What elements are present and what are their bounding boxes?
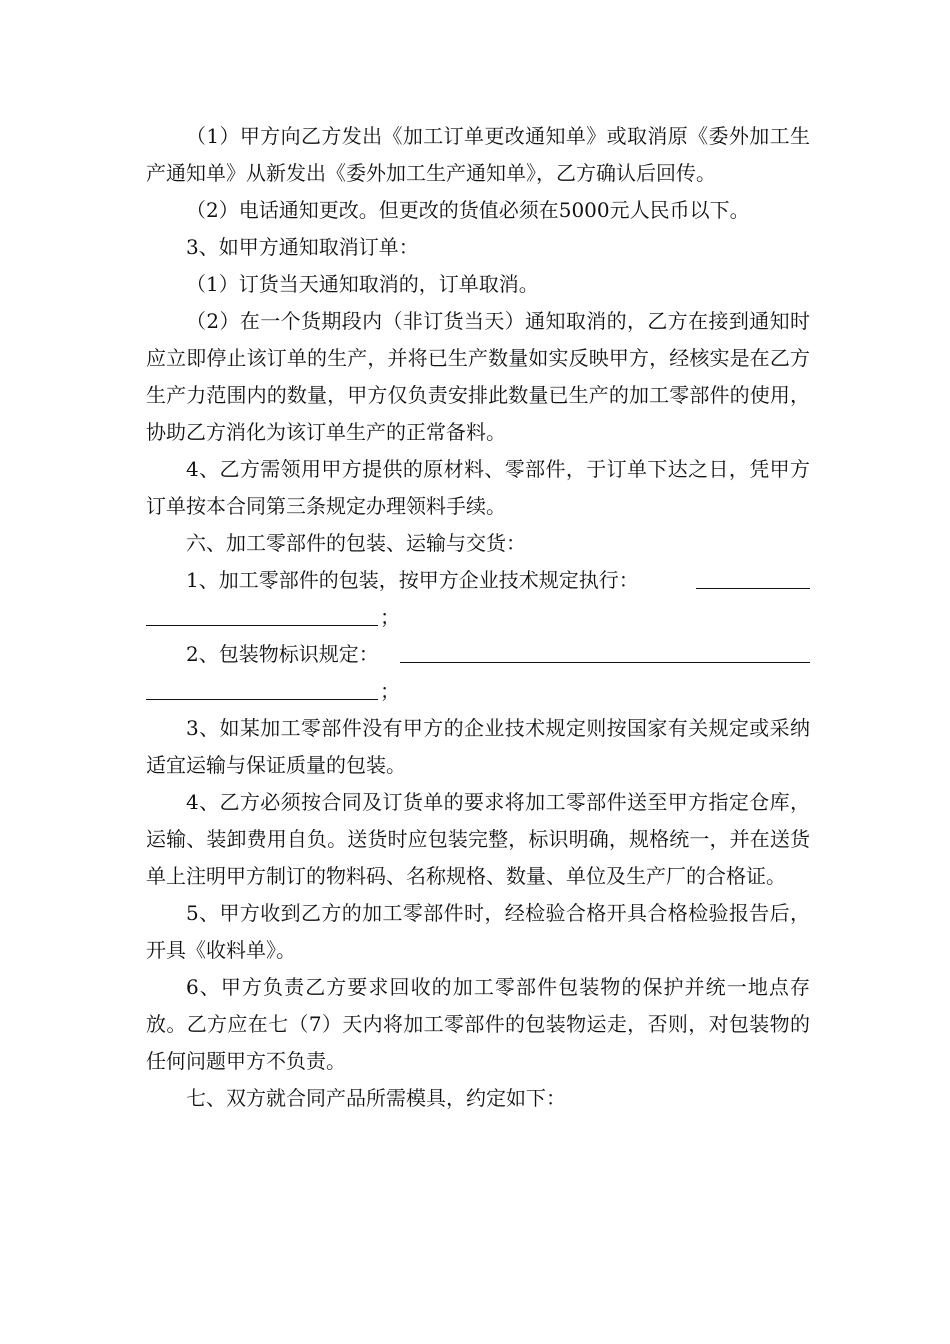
paragraph-cancel-same-day: （1）订货当天通知取消的，订单取消。 [186,272,539,296]
paragraph-change-notice: （1）甲方向乙方发出《加工订单更改通知单》或取消原《委外加工生产通知单》从新发出《委外加工生产通知单》，乙方确认后回传。 [146,124,810,185]
fill-in-blank[interactable] [146,699,378,700]
fill-in-blank[interactable] [146,625,378,626]
paragraph-default-packaging: 3、如某加工零部件没有甲方的企业技术规定则按国家有关规定或采纳适宜运输与保证质量的包装。 [146,716,810,777]
fill-in-blank[interactable] [400,662,810,663]
line-end-semicolon: ； [380,605,400,629]
section-heading-molds: 七、双方就合同产品所需模具，约定如下： [186,1086,566,1110]
paragraph-material-requisition: 4、乙方需领用甲方提供的原材料、零部件，于订单下达之日，凭甲方订单按本合同第三条规定办理领料手续。 [146,457,810,518]
packaging-rule-label: 1、加工零部件的包装，按甲方企业技术规定执行： [186,568,639,592]
paragraph-receiving-inspection: 5、甲方收到乙方的加工零部件时，经检验合格开具合格检验报告后，开具《收料单》。 [146,901,810,962]
paragraph-phone-change: （2）电话通知更改。但更改的货值必须在5000元人民币以下。 [186,198,750,222]
packaging-rule-line [146,562,810,599]
document-body [146,118,810,1117]
section-heading-packaging: 六、加工零部件的包装、运输与交货： [186,531,526,555]
paragraph-cancel-order-heading: 3、如甲方通知取消订单： [186,235,419,259]
line-end-semicolon: ； [380,679,400,703]
package-label-rule-line-continued [146,673,810,710]
paragraph-cancel-within-period: （2）在一个货期段内（非订货当天）通知取消的，乙方在接到通知时应立即停止该订单的生产，并将已生产数量如实反映甲方，经核实是在乙方生产力范围内的数量，甲方仅负责安排此数量已生产的加工零部件的使用，协助乙方消化为该订单生产的正常备料。 [146,309,810,444]
paragraph-delivery-requirements: 4、乙方必须按合同及订货单的要求将加工零部件送至甲方指定仓库，运输、装卸费用自负。送货时应包装完整，标识明确，规格统一，并在送货单上注明甲方制订的物料码、名称规格、数量、单位及生产厂的合格证。 [146,790,810,888]
packaging-rule-line-continued [146,599,810,636]
paragraph-packaging-return: 6、甲方负责乙方要求回收的加工零部件包装物的保护并统一地点存放。乙方应在七（7）天内将加工零部件的包装物运走，否则，对包装物的任何问题甲方不负责。 [146,975,810,1073]
package-label-rule-line [146,636,810,673]
package-label-rule-label: 2、包装物标识规定： [186,642,379,666]
fill-in-blank[interactable] [696,588,810,589]
